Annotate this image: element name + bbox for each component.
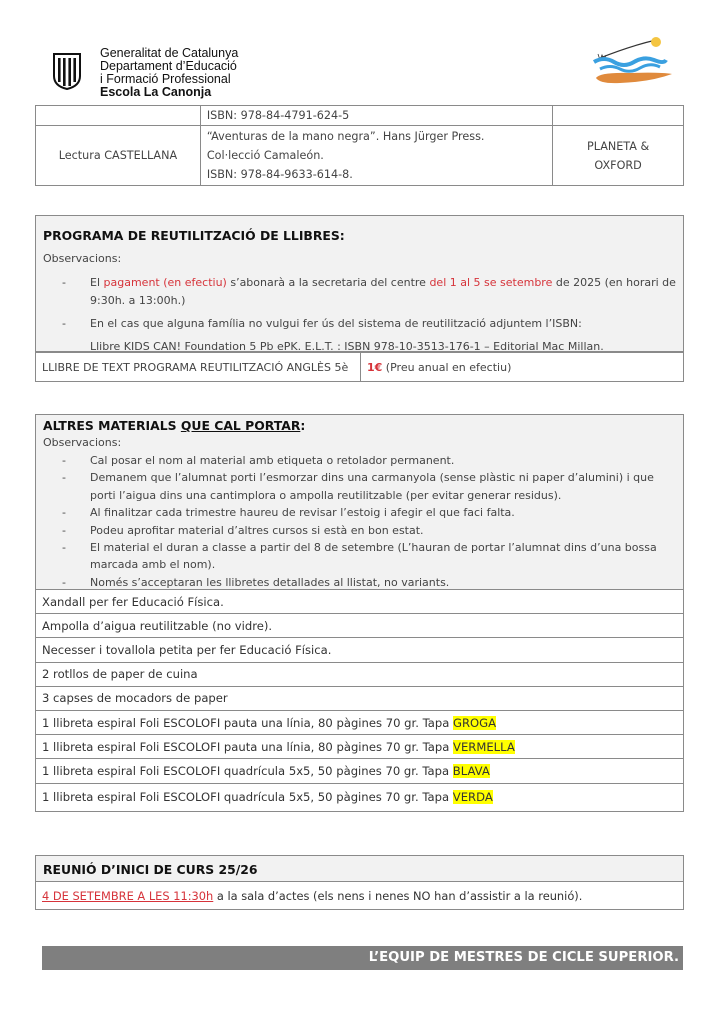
meeting-section [35,855,684,882]
text: de 2025 (en horari de 9:30h. a 13:00h.) [90,276,676,307]
isbn-reference: Llibre KIDS CAN! Foundation 5 Pb ePK. E.L.T. : ISBN 978-10-3513-176-1 – Editorial Mac Millan. [90,340,604,353]
publisher-line-2: OXFORD [594,158,642,172]
table-row [36,710,684,734]
table-row [36,735,684,759]
color-highlight: BLAVA [452,763,490,778]
meeting-date: 4 DE SETEMBRE A LES 11:30h [42,888,214,903]
publisher-cell [553,106,684,126]
text: s’abonarà a la secretaria del centre [226,276,430,289]
publisher-cell [553,126,684,186]
table-row [36,759,684,783]
isbn-cell: ISBN: 978-84-4791-624-5 [200,106,552,126]
observation-item: - El material el duran a classe a partir del 8 de setembre (L’hauran de portar l’alumnat dins d’una bossa marcada amb el nom). [36,539,676,574]
text: - En el cas que alguna família no vulgui fer ús del sistema de reutilització adjuntem l’ISBN: [90,317,582,330]
observation-item: - Cal posar el nom al material amb etiqueta o retolador permanent. [36,452,676,469]
book-details-cell [200,126,552,186]
table-row [36,614,684,638]
org-line-2: Departament d’Educació [100,59,237,73]
item-text: 1 llibreta espiral Foli ESCOLOFI quadrícula 5x5, 50 pàgines 70 gr. Tapa [42,790,453,804]
title-text: ALTRES MATERIALS [43,418,181,433]
org-line-3: i Formació Professional [100,72,231,86]
material-item: 3 capses de mocadors de paper [36,686,684,710]
fee-label-cell: LLIBRE DE TEXT PROGRAMA REUTILITZACIÓ ANGLÈS 5è [36,353,361,382]
observation-item: - Només s’acceptaran les llibretes detallades al llistat, no variants. [36,574,676,591]
observation-item [36,274,676,310]
table-row [36,638,684,662]
observations-label: Observacions: [43,252,122,265]
title-colon: : [300,418,306,433]
section-title: REUNIÓ D’INICI DE CURS 25/26 [43,862,258,877]
subject-cell [36,106,201,126]
school-name: Escola La Canonja [100,85,212,99]
table-row [36,882,684,910]
material-item: Ampolla d’aigua reutilitzable (no vidre). [36,614,684,638]
title-underlined: QUE CAL PORTAR [180,418,301,433]
text: El [90,276,104,289]
date-range-highlight: del 1 al 5 se setembre [429,276,553,289]
table-row [36,686,684,710]
fee-price-cell [361,353,684,382]
meeting-table [35,881,684,910]
observation-item: - Demanem que l’alumnat porti l’esmorzar dins una carmanyola (sense plàstic ni paper d’alumini) i que porti l’aigua dins una cantimplora o ampolla reutilitzable (per evitar generar residus). [36,469,676,504]
generalitat-logo-icon [52,52,82,90]
org-line-1: Generalitat de Catalunya [100,46,239,60]
observations-list [36,274,676,356]
reuse-program-section [35,215,684,352]
payment-highlight: pagament (en efectiu) [103,276,227,289]
item-text: 1 llibreta espiral Foli ESCOLOFI quadrícula 5x5, 50 pàgines 70 gr. Tapa [42,763,453,778]
book-title: “Aventuras de la mano negra”. Hans Jürger Press. [206,130,485,143]
material-item [36,735,684,759]
item-text: 1 llibreta espiral Foli ESCOLOFI pauta una línia, 80 pàgines 70 gr. Tapa [42,715,454,730]
school-logo-icon [590,36,682,88]
table-row [36,662,684,686]
observation-item: - Podeu aprofitar material d’altres cursos si està en bon estat. [36,522,676,539]
table-row [36,590,684,614]
color-highlight: GROGA [453,715,497,730]
table-row [36,126,684,186]
publisher-line-1: PLANETA & [586,139,650,153]
observations-label: Observacions: [43,436,122,449]
color-highlight: VERDA [452,790,493,804]
price: 1€ [367,360,383,374]
materials-section [35,414,684,590]
material-item: Necesser i tovallola petita per fer Educació Física. [36,638,684,662]
section-title [43,418,305,433]
materials-list-table [35,589,684,812]
table-row [36,106,684,126]
institution-header [100,47,238,99]
material-item: 2 rotllos de paper de cuina [36,662,684,686]
material-item [36,759,684,783]
meeting-details: a la sala d’actes (els nens i nenes NO han d’assistir a la reunió). [213,888,583,903]
price-note: (Preu anual en efectiu) [382,360,512,374]
observations-list [36,452,676,591]
subject-cell: Lectura CASTELLANA [36,126,201,186]
observation-item: - Al finalitzar cada trimestre haureu de revisar l’estoig i afegir el que faci falta. [36,504,676,521]
table-row [36,783,684,811]
table-row [36,353,684,382]
material-item [36,783,684,811]
book-isbn: ISBN: 978-84-9633-614-8. [206,168,353,181]
material-item: Xandall per fer Educació Física. [36,590,684,614]
observation-item [36,315,676,356]
color-highlight: VERMELLA [453,739,515,754]
item-text: 1 llibreta espiral Foli ESCOLOFI pauta una línia, 80 pàgines 70 gr. Tapa [42,739,454,754]
book-collection: Col·lecció Camaleón. [206,149,324,162]
reuse-fee-table [35,352,684,382]
section-title: PROGRAMA DE REUTILITZACIÓ DE LLIBRES: [43,228,345,243]
signature-bar: L’EQUIP DE MESTRES DE CICLE SUPERIOR. [42,946,683,970]
books-table [35,105,684,186]
material-item [36,710,684,734]
meeting-details-cell [36,882,684,910]
